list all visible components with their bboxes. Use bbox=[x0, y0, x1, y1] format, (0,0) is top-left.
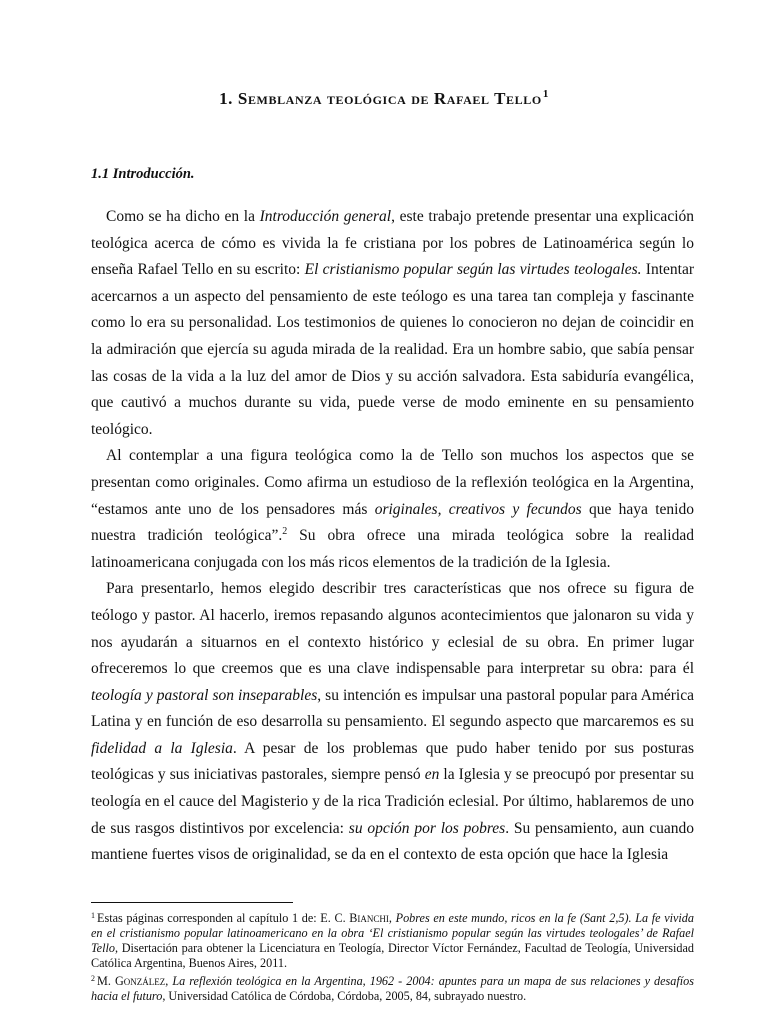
italic-span: teología y pastoral son inseparables bbox=[91, 686, 318, 704]
chapter-number: 1. bbox=[219, 89, 234, 108]
text-span: Al contemplar a una figura teológica como la de Tello son muchos los aspectos que se presentan como originales. Como afirma un estudioso de la reflexión teológica en la Argentina, “estamos ante uno de los pensadores más bbox=[91, 447, 694, 518]
text-span: , Universidad Católica de Córdoba, Córdoba, 2005, 84, subrayado nuestro. bbox=[162, 989, 527, 1003]
text-span: , su intención es impulsar una pastoral popular para América Latina y en función de eso desarrolla su pensamiento. El segundo aspecto que marcaremos es su bbox=[91, 686, 694, 731]
italic-span: La reflexión teológica en la Argentina, 1962 - 2004: apuntes para un mapa de sus relaciones y desafíos hacia el futuro bbox=[91, 974, 695, 1003]
text-span: la Iglesia y se preocupó por presentar su teología en el cauce del Magisterio y de la rica Tradición eclesial. Por último, hablaremos de uno de sus rasgos distintivos por excelencia: bbox=[91, 766, 694, 837]
italic-span: en bbox=[424, 766, 440, 784]
text-span: Estas páginas corresponden al capítulo 1 de: E. C. bbox=[97, 911, 350, 925]
italic-span: fidelidad a la Iglesia bbox=[91, 739, 233, 757]
footnote-number: 1 bbox=[91, 911, 95, 920]
text-span: Intentar acercarnos a un aspecto del pensamiento de este teólogo es una tarea tan compleja y fascinante como lo era su personalidad. Los testimonios de quienes lo conocieron no dejan de coincidir en la admiración que ejercía su aguda mirada de la realidad. Era un hombre sabio, que sabía pensar las cosas de la vida a la luz del amor de Dios y su acción salvadora. Esta sabiduría evangélica, que cautivó a muchos durante su vida, puede verse de modo eminente en su pensamiento teológico. bbox=[91, 261, 694, 438]
footnotes bbox=[91, 911, 694, 1007]
footnote-1 bbox=[91, 911, 694, 971]
author-name: González bbox=[114, 974, 166, 988]
text-span: . Su pensamiento, aun cuando mantiene fuertes visos de originalidad, se da en el contexto de esta opción que hace la Iglesia bbox=[91, 819, 694, 864]
text-span: , este trabajo pretende presentar una explicación teológica acerca de cómo es vivida la fe cristiana por los pobres de Latinoamérica según lo enseña Rafael Tello en su escrito: bbox=[91, 208, 694, 279]
paragraph-3 bbox=[91, 576, 694, 869]
footnote-number: 2 bbox=[91, 974, 95, 983]
footnote-ref-1[interactable]: 1 bbox=[542, 88, 549, 100]
text-span: M. bbox=[97, 974, 115, 988]
text-span: , Disertación para obtener la Licenciatura en Teología, Director Víctor Fernández, Facultad de Teología, Universidad Católica Argentina, Buenos Aires, 2011. bbox=[91, 941, 694, 970]
text-span: . A pesar de los problemas que pudo haber tenido por sus posturas teológicas y sus iniciativas pastorales, siempre pensó bbox=[91, 739, 694, 784]
paragraph-1 bbox=[91, 204, 694, 443]
text-span: , bbox=[388, 911, 396, 925]
footnote-2 bbox=[91, 974, 694, 1004]
text-span: Para presentarlo, hemos elegido describir tres características que nos ofrece su figura de teólogo y pastor. Al hacerlo, iremos repasando algunos acontecimientos que jalonaron su vida y nos ayudarán a situarnos en el contexto histórico y eclesial de su obra. En primer lugar ofreceremos lo que creemos que es una clave indispensable para interpretar su obra: para él bbox=[91, 580, 694, 678]
text-span: , bbox=[165, 974, 173, 988]
italic-span: El cristianismo popular según las virtudes teologales. bbox=[304, 261, 642, 279]
footnote-separator bbox=[91, 902, 293, 903]
paragraph-2 bbox=[91, 443, 694, 576]
text-span: Como se ha dicho en la bbox=[106, 208, 260, 225]
body-text bbox=[91, 204, 694, 869]
text-span: Su obra ofrece una mirada teológica sobre la realidad latinoamericana conjugada con los más ricos elementos de la tradición de la Iglesia. bbox=[91, 527, 694, 571]
chapter-title bbox=[0, 88, 768, 109]
author-name: Bianchi bbox=[349, 911, 389, 925]
footnote-ref-2[interactable]: 2 bbox=[282, 526, 288, 538]
text-span: que haya tenido nuestra tradición teológica”. bbox=[91, 500, 694, 545]
italic-span: Pobres en este mundo, ricos en la fe (Sant 2,5). La fe vivida en el cristianismo popular latinoamericano en la obra ‘El cristianismo popular según las virtudes teologales’ de Rafael Tello bbox=[91, 911, 694, 955]
chapter-title-text: Semblanza teológica de Rafael Tello bbox=[237, 89, 542, 108]
italic-span: su opción por los pobres bbox=[348, 819, 506, 837]
italic-span: Introducción general bbox=[259, 208, 392, 225]
section-heading: 1.1 Introducción. bbox=[91, 166, 195, 182]
italic-span: originales, creativos y fecundos bbox=[374, 500, 582, 518]
